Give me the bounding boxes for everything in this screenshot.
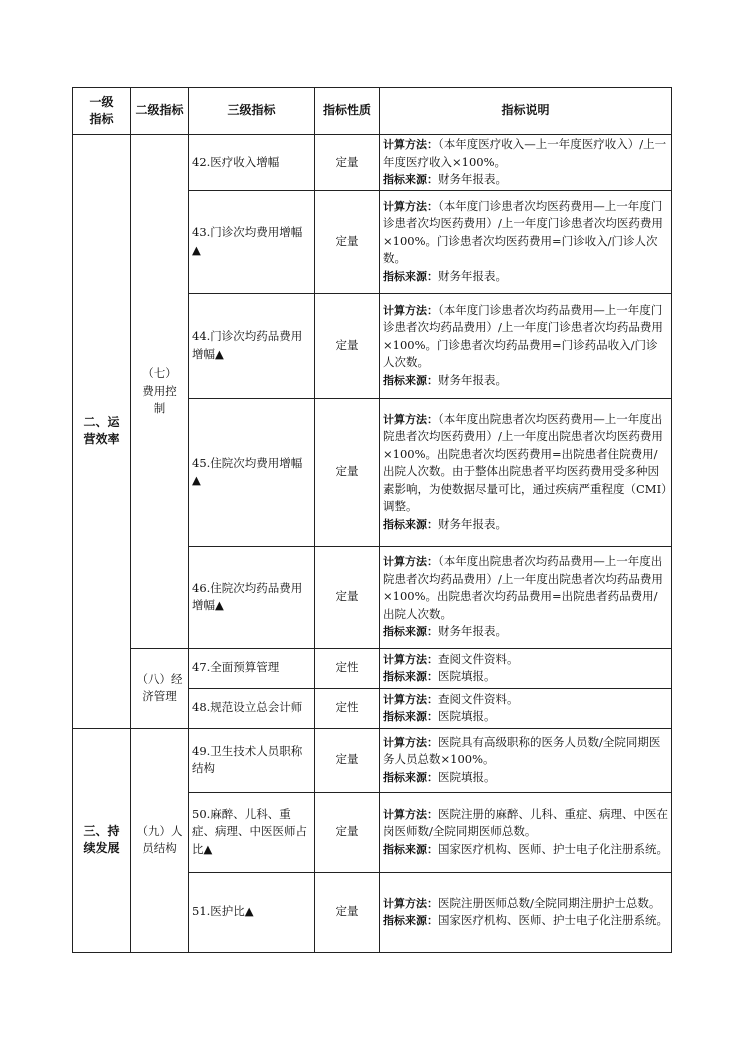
header-nature: 指标性质 (315, 88, 380, 135)
source-text: 医院填报。 (438, 769, 496, 784)
source-text: 财务年报表。 (438, 268, 507, 283)
calc-label: 计算方法： (383, 735, 438, 749)
calc-label: 计算方法： (383, 896, 438, 910)
indicator-description (380, 648, 672, 688)
indicator-nature: 定性 (315, 648, 380, 688)
indicator-nature: 定量 (315, 872, 380, 952)
indicator-name: 49.卫生技术人员职称结构 (189, 728, 315, 792)
indicator-name: 51.医护比▲ (189, 872, 315, 952)
calc-text: 医院具有高级职称的医务人员数/全院同期医务人员总数×100%。 (383, 734, 661, 767)
indicator-description (380, 293, 672, 398)
source-text: 医院填报。 (438, 709, 496, 723)
source-label: 指标来源： (383, 517, 438, 531)
calc-label: 计算方法： (383, 199, 438, 213)
indicator-table (72, 87, 672, 953)
level2-staff-structure: （九）人员结构 (131, 728, 189, 952)
indicator-nature: 定量 (315, 728, 380, 792)
source-label: 指标来源： (383, 670, 438, 683)
header-level1: 一级指标 (73, 88, 131, 135)
calc-label: 计算方法： (383, 303, 438, 317)
indicator-nature: 定量 (315, 792, 380, 872)
indicator-description (380, 135, 672, 191)
calc-label: 计算方法： (383, 692, 438, 706)
calc-text: 查阅文件资料。 (438, 691, 519, 706)
level2-economic-management: （八）经济管理 (131, 648, 189, 728)
indicator-name: 44.门诊次均药品费用增幅▲ (189, 293, 315, 398)
indicator-description (380, 728, 672, 792)
table-row (73, 135, 672, 191)
indicator-description (380, 546, 672, 648)
source-label: 指标来源： (383, 625, 438, 639)
source-text: 国家医疗机构、医师、护士电子化注册系统。 (438, 841, 668, 856)
indicator-nature: 定量 (315, 293, 380, 398)
indicator-nature: 定量 (315, 190, 380, 293)
indicator-name: 46.住院次均药品费用增幅▲ (189, 546, 315, 648)
source-text: 财务年报表。 (438, 172, 507, 186)
source-label: 指标来源： (383, 842, 438, 856)
source-label: 指标来源： (383, 269, 438, 283)
indicator-name: 42.医疗收入增幅 (189, 135, 315, 191)
header-description: 指标说明 (380, 88, 672, 135)
calc-text: 医院注册的麻醉、儿科、重症、病理、中医在岗医师数/全院同期医师总数。 (383, 806, 668, 839)
indicator-description (380, 398, 672, 546)
level1-sustainable-development: 三、持续发展 (73, 728, 131, 952)
calc-text: 查阅文件资料。 (438, 651, 519, 666)
indicator-nature: 定量 (315, 398, 380, 546)
source-label: 指标来源： (383, 710, 438, 723)
source-text: 财务年报表。 (438, 516, 507, 531)
table-row (73, 728, 672, 792)
calc-text: （本年度门诊患者次均医药费用—上一年度门诊患者次均医药费用）/上一年度门诊患者次均医药费用×100%。门诊患者次均医药费用=门诊收入/门诊人次数。 (383, 198, 663, 266)
indicator-description (380, 792, 672, 872)
indicator-nature: 定性 (315, 688, 380, 728)
indicator-name: 43.门诊次均费用增幅▲ (189, 190, 315, 293)
source-label: 指标来源： (383, 173, 438, 186)
source-text: 财务年报表。 (438, 372, 507, 387)
calc-text: （本年度出院患者次均药品费用—上一年度出院患者次均药品费用）/上一年度出院患者次均药品费用×100%。出院患者次均药品费用=出院患者药品费用/出院人次数。 (383, 554, 663, 621)
source-label: 指标来源： (383, 914, 438, 927)
source-text: 财务年报表。 (438, 624, 507, 639)
calc-text: （本年度出院患者次均医药费用—上一年度出院患者次均医药费用）/上一年度出院患者次均医药费用×100%。出院患者次均医药费用=出院患者住院费用/出院人次数。由于整体出院患者平均医药费用受多种因素影响，为使数据尽量可比，通过疾病严重程度（CMI）调整。 (383, 411, 667, 514)
calc-text: 医院注册医师总数/全院同期注册护士总数。 (438, 895, 661, 910)
source-label: 指标来源： (383, 770, 438, 784)
indicator-name: 50.麻醉、儿科、重症、病理、中医医师占比▲ (189, 792, 315, 872)
indicator-nature: 定量 (315, 546, 380, 648)
indicator-description (380, 688, 672, 728)
calc-label: 计算方法： (383, 138, 438, 151)
indicator-description (380, 872, 672, 952)
calc-label: 计算方法： (383, 412, 438, 426)
indicator-name: 47.全面预算管理 (189, 648, 315, 688)
header-level2: 二级指标 (131, 88, 189, 135)
indicator-description (380, 190, 672, 293)
source-text: 国家医疗机构、医师、护士电子化注册系统。 (438, 913, 668, 927)
calc-label: 计算方法： (383, 555, 438, 569)
header-level3: 三级指标 (189, 88, 315, 135)
calc-label: 计算方法： (383, 807, 438, 821)
header-row (73, 88, 672, 135)
source-text: 医院填报。 (438, 669, 496, 683)
indicator-nature: 定量 (315, 135, 380, 191)
source-label: 指标来源： (383, 373, 438, 387)
indicator-name: 48.规范设立总会计师 (189, 688, 315, 728)
level1-operations-efficiency: 二、运营效率 (73, 135, 131, 729)
indicator-name: 45.住院次均费用增幅▲ (189, 398, 315, 546)
calc-text: （本年度医疗收入—上一年度医疗收入）/上一年度医疗收入×100%。 (383, 137, 667, 169)
table-row (73, 648, 672, 688)
level2-cost-control: （七）费用控制 (131, 135, 189, 649)
calc-label: 计算方法： (383, 652, 438, 666)
calc-text: （本年度门诊患者次均药品费用—上一年度门诊患者次均药品费用）/上一年度门诊患者次均药品费用×100%。门诊患者次均药品费用=门诊药品收入/门诊人次数。 (383, 302, 663, 370)
